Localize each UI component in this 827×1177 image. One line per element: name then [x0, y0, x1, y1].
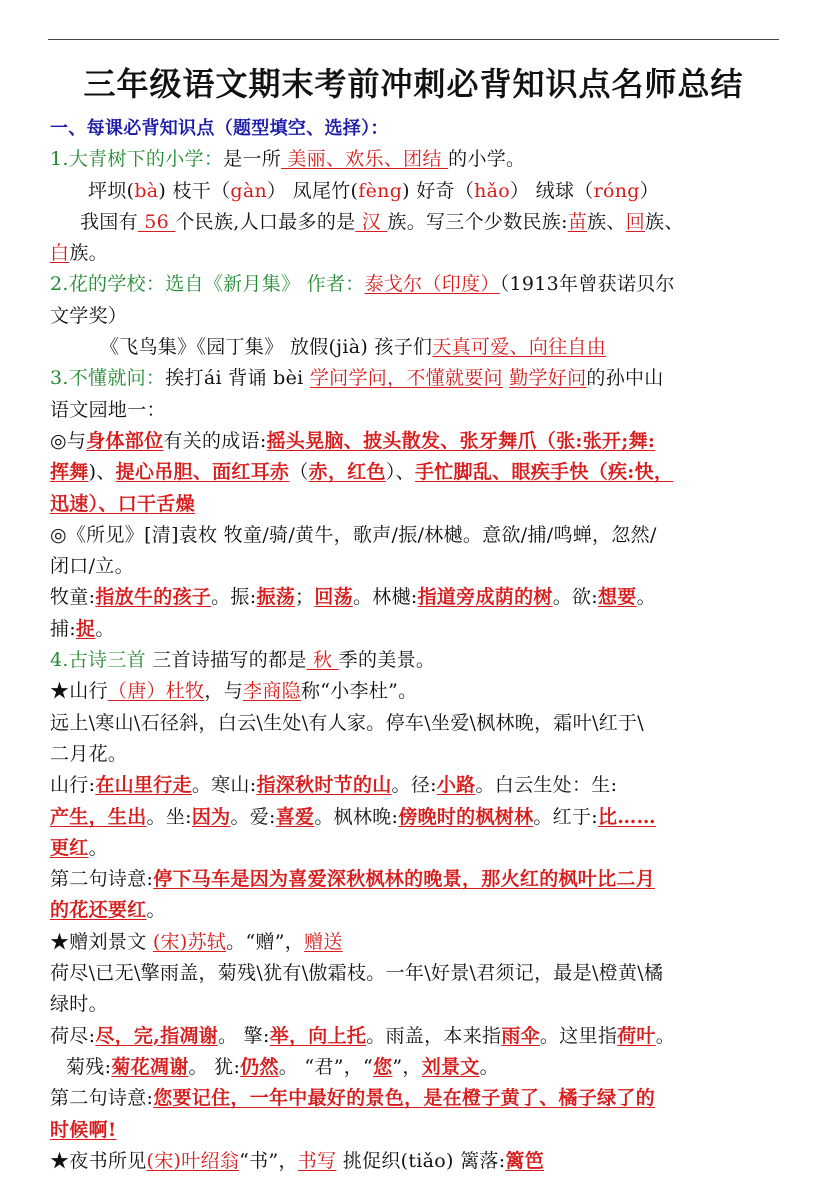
text-segment: ) 好奇（: [402, 179, 475, 202]
text-segment: 称“小李杜”。: [300, 680, 418, 703]
answer-text: 秋: [306, 649, 339, 672]
text-segment: 族。写三个少数民族:: [387, 210, 568, 233]
text-segment: “书”，: [239, 1149, 298, 1172]
answer-text: 指深秋时节的山: [256, 774, 392, 797]
text-line: [50, 833, 782, 864]
text-line: [50, 363, 782, 394]
text-segment: 我国有: [80, 210, 138, 233]
text-segment: gàn: [230, 179, 268, 202]
text-segment: 。: [479, 1055, 499, 1078]
answer-text: 白: [50, 242, 70, 265]
text-segment: 族。: [69, 242, 108, 265]
answer-text: 尽，完,指凋谢: [95, 1024, 219, 1047]
text-segment: 是一所: [223, 148, 282, 171]
text-segment: 个民族,人口最多的是: [175, 210, 356, 233]
answer-text: 泰戈尔（印度）: [364, 273, 500, 296]
text-line: [50, 144, 782, 175]
text-segment: 族、: [645, 210, 684, 233]
answer-text: 赠送: [304, 930, 343, 953]
answer-text: 荷叶: [617, 1024, 656, 1047]
answer-text: 小路: [436, 774, 476, 797]
text-segment: 第二句诗意:: [50, 1087, 154, 1110]
header-rule: [48, 39, 779, 40]
answer-text: 因为: [191, 805, 231, 828]
answer-text: 在山里行走: [95, 774, 192, 797]
text-segment: 。坐:: [146, 805, 192, 828]
text-segment: 语文园地一：: [50, 398, 166, 421]
text-segment: 二月花。: [50, 742, 128, 765]
text-segment: 菊残:: [66, 1055, 112, 1078]
text-segment: 。振:: [211, 586, 257, 609]
answer-text: 捉: [76, 617, 96, 640]
answer-text: (宋)叶绍翁: [146, 1149, 240, 1172]
answer-text: 学问学问，不懂就要问: [309, 367, 503, 390]
text-segment: 。: [636, 586, 656, 609]
text-line: [50, 864, 782, 895]
answer-text: 举，向上托: [269, 1024, 367, 1047]
text-segment: ）、: [385, 461, 415, 484]
text-segment: hǎo: [474, 179, 511, 202]
text-segment: 。径:: [391, 774, 437, 797]
answer-text: 提心吊胆、面红耳赤: [115, 461, 290, 484]
text-segment: 。红于:: [533, 805, 598, 828]
text-segment: 2.花的学校：选自《新月集》 作者：: [50, 273, 365, 296]
text-segment: 山行:: [50, 774, 96, 797]
text-segment: ）: [639, 179, 660, 202]
answer-text: 摇头晃脑、披头散发、张牙舞爪（张:张开;舞:: [266, 429, 656, 452]
text-segment: 第二句诗意:: [50, 868, 154, 891]
text-segment: 挑促织(tiǎo) 篱落:: [336, 1149, 506, 1172]
text-segment: ◎与: [50, 429, 87, 452]
text-segment: 。“赠”，: [226, 930, 305, 953]
text-line: [50, 645, 782, 676]
answer-text: 56: [137, 210, 176, 233]
text-segment: 。: [655, 1024, 676, 1047]
text-segment: fèng: [358, 179, 403, 202]
text-segment: 三首诗描写的都是: [145, 649, 307, 672]
text-segment: ◎《所见》[清]袁枚 牧童/骑/黄牛，歌声/振/林樾。意欲/捕/鸣蝉，忽然/: [50, 523, 657, 546]
text-line: [50, 708, 782, 739]
text-segment: )、: [88, 461, 116, 484]
text-line: [50, 332, 782, 363]
text-segment: 。 犹:: [188, 1055, 241, 1078]
text-segment: 1.大青树下的小学：: [50, 148, 224, 171]
answer-text: 停下马车是因为喜爱深秋枫林的晚景，那火红的枫叶比二月: [153, 868, 656, 891]
text-segment: ） 凤尾竹(: [267, 179, 359, 202]
text-segment: 。寒山:: [191, 774, 257, 797]
text-segment: 的小学。: [448, 148, 526, 171]
page-title: 三年级语文期末考前冲刺必背知识点名师总结: [83, 65, 744, 103]
text-line: [50, 1052, 782, 1083]
answer-text: 指道旁成荫的树: [417, 586, 553, 609]
text-line: [50, 676, 782, 707]
text-segment: 。雨盖，本来指: [366, 1024, 502, 1047]
answer-text: 迅速）、口干舌燥: [50, 492, 195, 515]
text-line: [50, 269, 782, 300]
text-segment: 。欲:: [552, 586, 598, 609]
answer-text: 篱笆: [505, 1149, 544, 1172]
text-segment: ；: [295, 586, 315, 609]
text-segment: 。 擎:: [218, 1024, 270, 1047]
answer-text: 时候啊!: [50, 1118, 117, 1141]
text-line: [50, 238, 782, 269]
text-segment: ★赠刘景文: [50, 930, 153, 953]
text-segment: 荷尽:: [50, 1024, 96, 1047]
text-segment: 的孙中山: [586, 367, 664, 390]
text-line: [50, 927, 782, 958]
answer-text: 回: [625, 210, 646, 233]
answer-text: 想要: [598, 586, 637, 609]
text-segment: 。枫林晚:: [314, 805, 399, 828]
answer-text: 比……: [597, 805, 656, 828]
text-segment: ) 枝干（: [158, 179, 231, 202]
text-segment: 3.不懂就问：: [50, 367, 166, 390]
text-line: [50, 989, 782, 1020]
answer-text: 振荡: [256, 586, 296, 609]
answer-text: 您: [373, 1055, 393, 1078]
answer-text: 指放牛的孩子: [95, 586, 212, 609]
answer-text: 李商隐: [243, 680, 301, 703]
text-segment: 。 “君”，“: [278, 1055, 374, 1078]
answer-text: 仍然: [240, 1055, 279, 1078]
answer-text: 傍晚时的枫树林: [398, 805, 534, 828]
text-segment: róng: [593, 179, 640, 202]
answer-text: 书写: [297, 1149, 337, 1172]
answer-text: 产生，生出: [50, 805, 147, 828]
answer-text: 身体部位: [86, 429, 164, 452]
text-segment: 捕:: [50, 617, 77, 640]
text-line: [50, 489, 782, 520]
text-segment: 。白云生处：生:: [475, 774, 618, 797]
text-line: [50, 1021, 782, 1052]
text-line: [50, 207, 782, 238]
answer-text: 挥舞: [50, 461, 89, 484]
answer-text: （唐）杜牧: [107, 680, 205, 703]
text-segment: 远上\寒山\石径斜，白云\生处\有人家。停车\坐爱\枫林晚，霜叶\红于\: [50, 711, 645, 734]
answer-text: 您要记住，一年中最好的景色，是在橙子黄了、橘子绿了的: [153, 1087, 656, 1110]
text-line: [50, 301, 782, 332]
text-line: [50, 1083, 782, 1114]
answer-text: (宋)苏轼: [152, 930, 227, 953]
text-line: [50, 582, 782, 613]
text-segment: ★山行: [50, 680, 108, 703]
text-line: [50, 551, 782, 582]
answer-text: 刘景文: [421, 1055, 480, 1078]
answer-text: 勤学好问: [509, 367, 587, 390]
text-segment: 族、: [587, 210, 626, 233]
text-line: [50, 958, 782, 989]
text-line: [50, 1146, 782, 1177]
text-line: [50, 426, 782, 457]
text-line: [50, 395, 782, 426]
text-segment: 季的美景。: [338, 649, 436, 672]
text-segment: 牧童:: [50, 586, 96, 609]
answer-text: 菊花凋谢: [111, 1055, 189, 1078]
answer-text: 喜爱: [275, 805, 315, 828]
text-segment: ”，: [392, 1055, 422, 1078]
text-segment: 。: [88, 836, 108, 859]
text-segment: 有关的成语:: [163, 429, 267, 452]
text-line: [50, 176, 782, 207]
text-line: [50, 770, 782, 801]
text-segment: 《飞鸟集》《园丁集》 放假(jià) 孩子们: [100, 336, 433, 359]
notes-body: [50, 113, 782, 1177]
text-segment: ） 绒球（: [510, 179, 594, 202]
text-line: [50, 520, 782, 551]
text-segment: ★夜书所见: [50, 1149, 147, 1172]
text-segment: 挨打ái 背诵 bèi: [165, 367, 310, 390]
text-segment: 一、每课必背知识点（题型填空、选择）：: [50, 118, 389, 139]
text-segment: 。: [95, 617, 115, 640]
answer-text: 更红: [50, 836, 89, 859]
text-segment: （: [289, 461, 309, 484]
text-segment: 。: [146, 899, 166, 922]
answer-text: 赤，红色: [308, 461, 386, 484]
answer-text: 苗: [567, 210, 588, 233]
answer-text: 的花还要红: [50, 899, 147, 922]
text-line: [50, 1115, 782, 1146]
text-line: [50, 895, 782, 926]
text-segment: 文学奖）: [50, 304, 128, 327]
text-segment: 。爱:: [230, 805, 276, 828]
answer-text: 回荡: [314, 586, 353, 609]
text-segment: 坪坝(: [88, 179, 135, 202]
text-line: [50, 113, 782, 144]
text-line: [50, 614, 782, 645]
answer-text: 雨伞: [501, 1024, 540, 1047]
text-segment: bà: [134, 179, 159, 202]
text-segment: 。林樾:: [352, 586, 418, 609]
answer-text: 手忙脚乱、眼疾手快（疾:快，: [414, 461, 674, 484]
answer-text: 天真可爱、向往自由: [432, 336, 607, 359]
text-line: [50, 802, 782, 833]
text-segment: （1913年曾获诺贝尔: [499, 273, 675, 296]
text-segment: ，与: [204, 680, 244, 703]
answer-text: 汉: [355, 210, 388, 233]
text-line: [50, 457, 782, 488]
text-segment: 荷尽\已无\擎雨盖，菊残\犹有\傲霜枝。一年\好景\君须记，最是\橙黄\橘: [50, 962, 664, 985]
text-segment: 。这里指: [539, 1024, 618, 1047]
answer-text: 美丽、欢乐、团结: [281, 148, 449, 171]
text-segment: 4.古诗三首: [50, 649, 146, 672]
text-line: [50, 739, 782, 770]
text-segment: 绿时。: [50, 993, 108, 1016]
text-segment: 闭口/立。: [50, 555, 134, 578]
